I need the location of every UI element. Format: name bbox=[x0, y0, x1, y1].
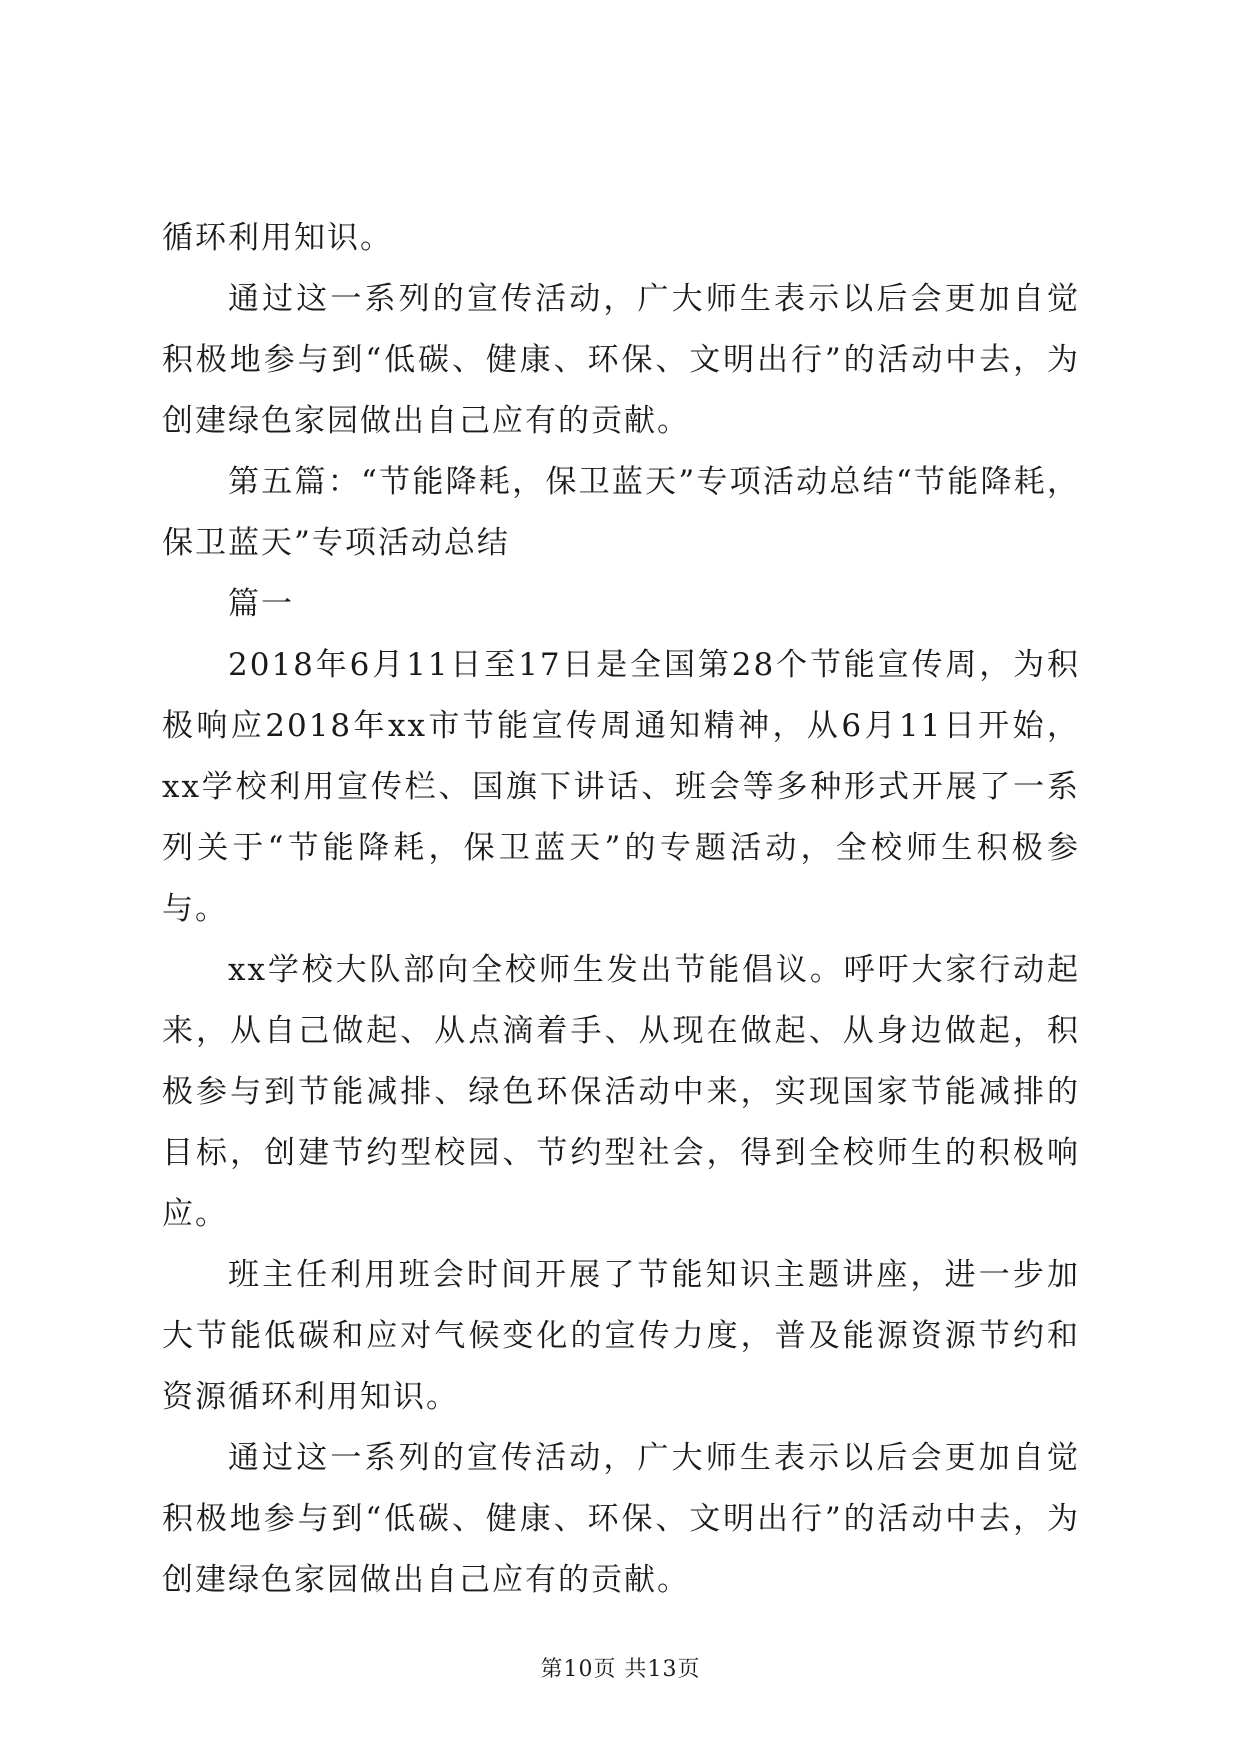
subsection-heading: 篇一 bbox=[228, 586, 294, 622]
paragraph: 通过这一系列的宣传活动，广大师生表示以后会更加自觉积极地参与到“低碳、健康、环保、文明出行”的活动中去，为创建绿色家园做出自己应有的贡献。 bbox=[162, 281, 1080, 439]
paragraph-continuation: 循环利用知识。 bbox=[162, 220, 393, 256]
section-heading: 第五篇：“节能降耗，保卫蓝天”专项活动总结“节能降耗，保卫蓝天”专项活动总结 bbox=[162, 464, 1080, 561]
paragraph: xx学校大队部向全校师生发出节能倡议。呼吁大家行动起来，从自己做起、从点滴着手、从现在做起、从身边做起，积极参与到节能减排、绿色环保活动中来，实现国家节能减排的目标，创建节约型校园、节约型社会，得到全校师生的积极响应。 bbox=[162, 952, 1080, 1232]
document-body bbox=[162, 208, 1080, 1611]
page-number-footer: 第10页 共13页 bbox=[540, 1657, 701, 1682]
paragraph: 班主任利用班会时间开展了节能知识主题讲座，进一步加大节能低碳和应对气候变化的宣传力度，普及能源资源节约和资源循环利用知识。 bbox=[162, 1257, 1080, 1415]
paragraph: 2018年6月11日至17日是全国第28个节能宣传周，为积极响应2018年xx市节能宣传周通知精神，从6月11日开始，xx学校利用宣传栏、国旗下讲话、班会等多种形式开展了一系列关于“节能降耗，保卫蓝天”的专题活动，全校师生积极参与。 bbox=[162, 647, 1080, 927]
paragraph: 通过这一系列的宣传活动，广大师生表示以后会更加自觉积极地参与到“低碳、健康、环保、文明出行”的活动中去，为创建绿色家园做出自己应有的贡献。 bbox=[162, 1440, 1080, 1598]
